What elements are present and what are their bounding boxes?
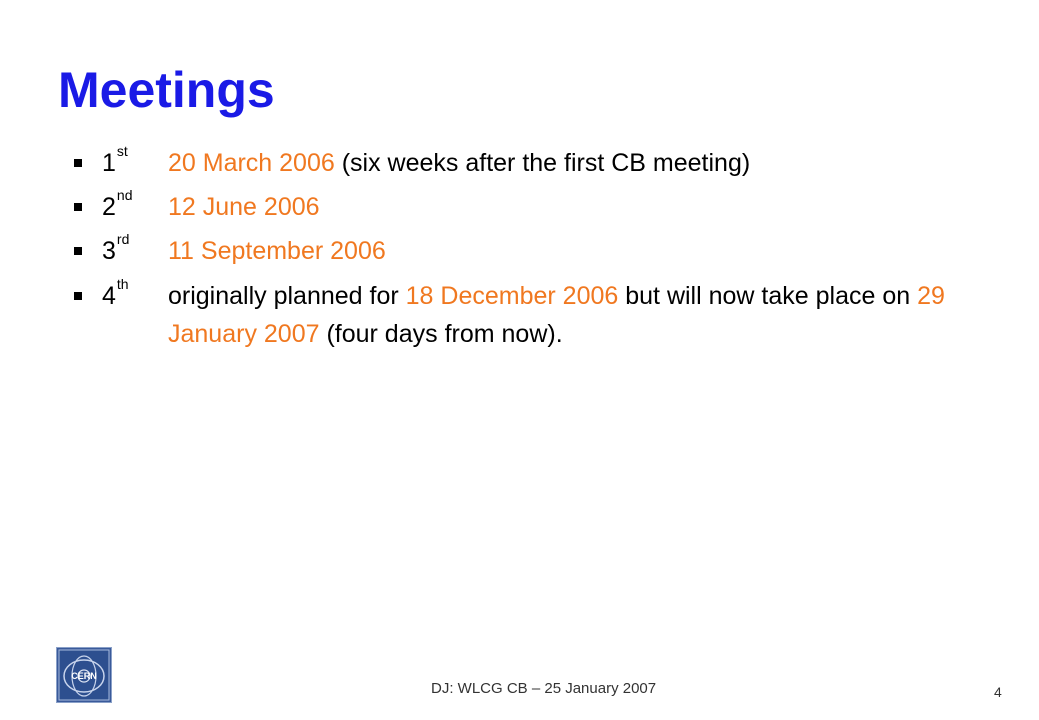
page-number: 4 (994, 684, 1002, 700)
meeting-note: but will now take place on (618, 282, 918, 310)
slide-title: Meetings (58, 62, 275, 118)
square-bullet-icon (74, 159, 82, 167)
meeting-note: (six weeks after the first CB meeting) (334, 149, 751, 177)
meeting-date: 29 January 2007 (168, 282, 945, 348)
ordinal-number: 1 (102, 149, 116, 177)
meeting-description (168, 188, 988, 226)
meeting-description (168, 144, 988, 182)
ordinal-number: 3 (102, 237, 116, 265)
meeting-note: (four days from now). (319, 320, 563, 348)
meeting-date: 20 March 2006 (168, 149, 335, 177)
meeting-ordinal (102, 277, 129, 315)
ordinal-number: 4 (102, 282, 116, 310)
meeting-ordinal (102, 188, 132, 226)
meeting-description (168, 277, 948, 353)
meeting-date: 11 September 2006 (168, 237, 386, 265)
ordinal-suffix: th (116, 276, 129, 292)
meeting-date: 18 December 2006 (405, 282, 619, 310)
logo-text: CERN (71, 671, 97, 681)
square-bullet-icon (74, 203, 82, 211)
ordinal-suffix: st (116, 143, 128, 159)
ordinal-suffix: rd (116, 231, 130, 247)
meeting-date: 12 June 2006 (168, 193, 320, 221)
meeting-description (168, 232, 988, 270)
meeting-note: originally planned for (168, 282, 406, 310)
meeting-ordinal (102, 232, 129, 270)
footer-text: DJ: WLCG CB – 25 January 2007 (431, 680, 657, 697)
ordinal-number: 2 (102, 193, 116, 221)
meeting-ordinal (102, 144, 128, 182)
square-bullet-icon (74, 292, 82, 300)
square-bullet-icon (74, 247, 82, 255)
cern-logo-icon (56, 647, 112, 703)
ordinal-suffix: nd (116, 187, 133, 203)
